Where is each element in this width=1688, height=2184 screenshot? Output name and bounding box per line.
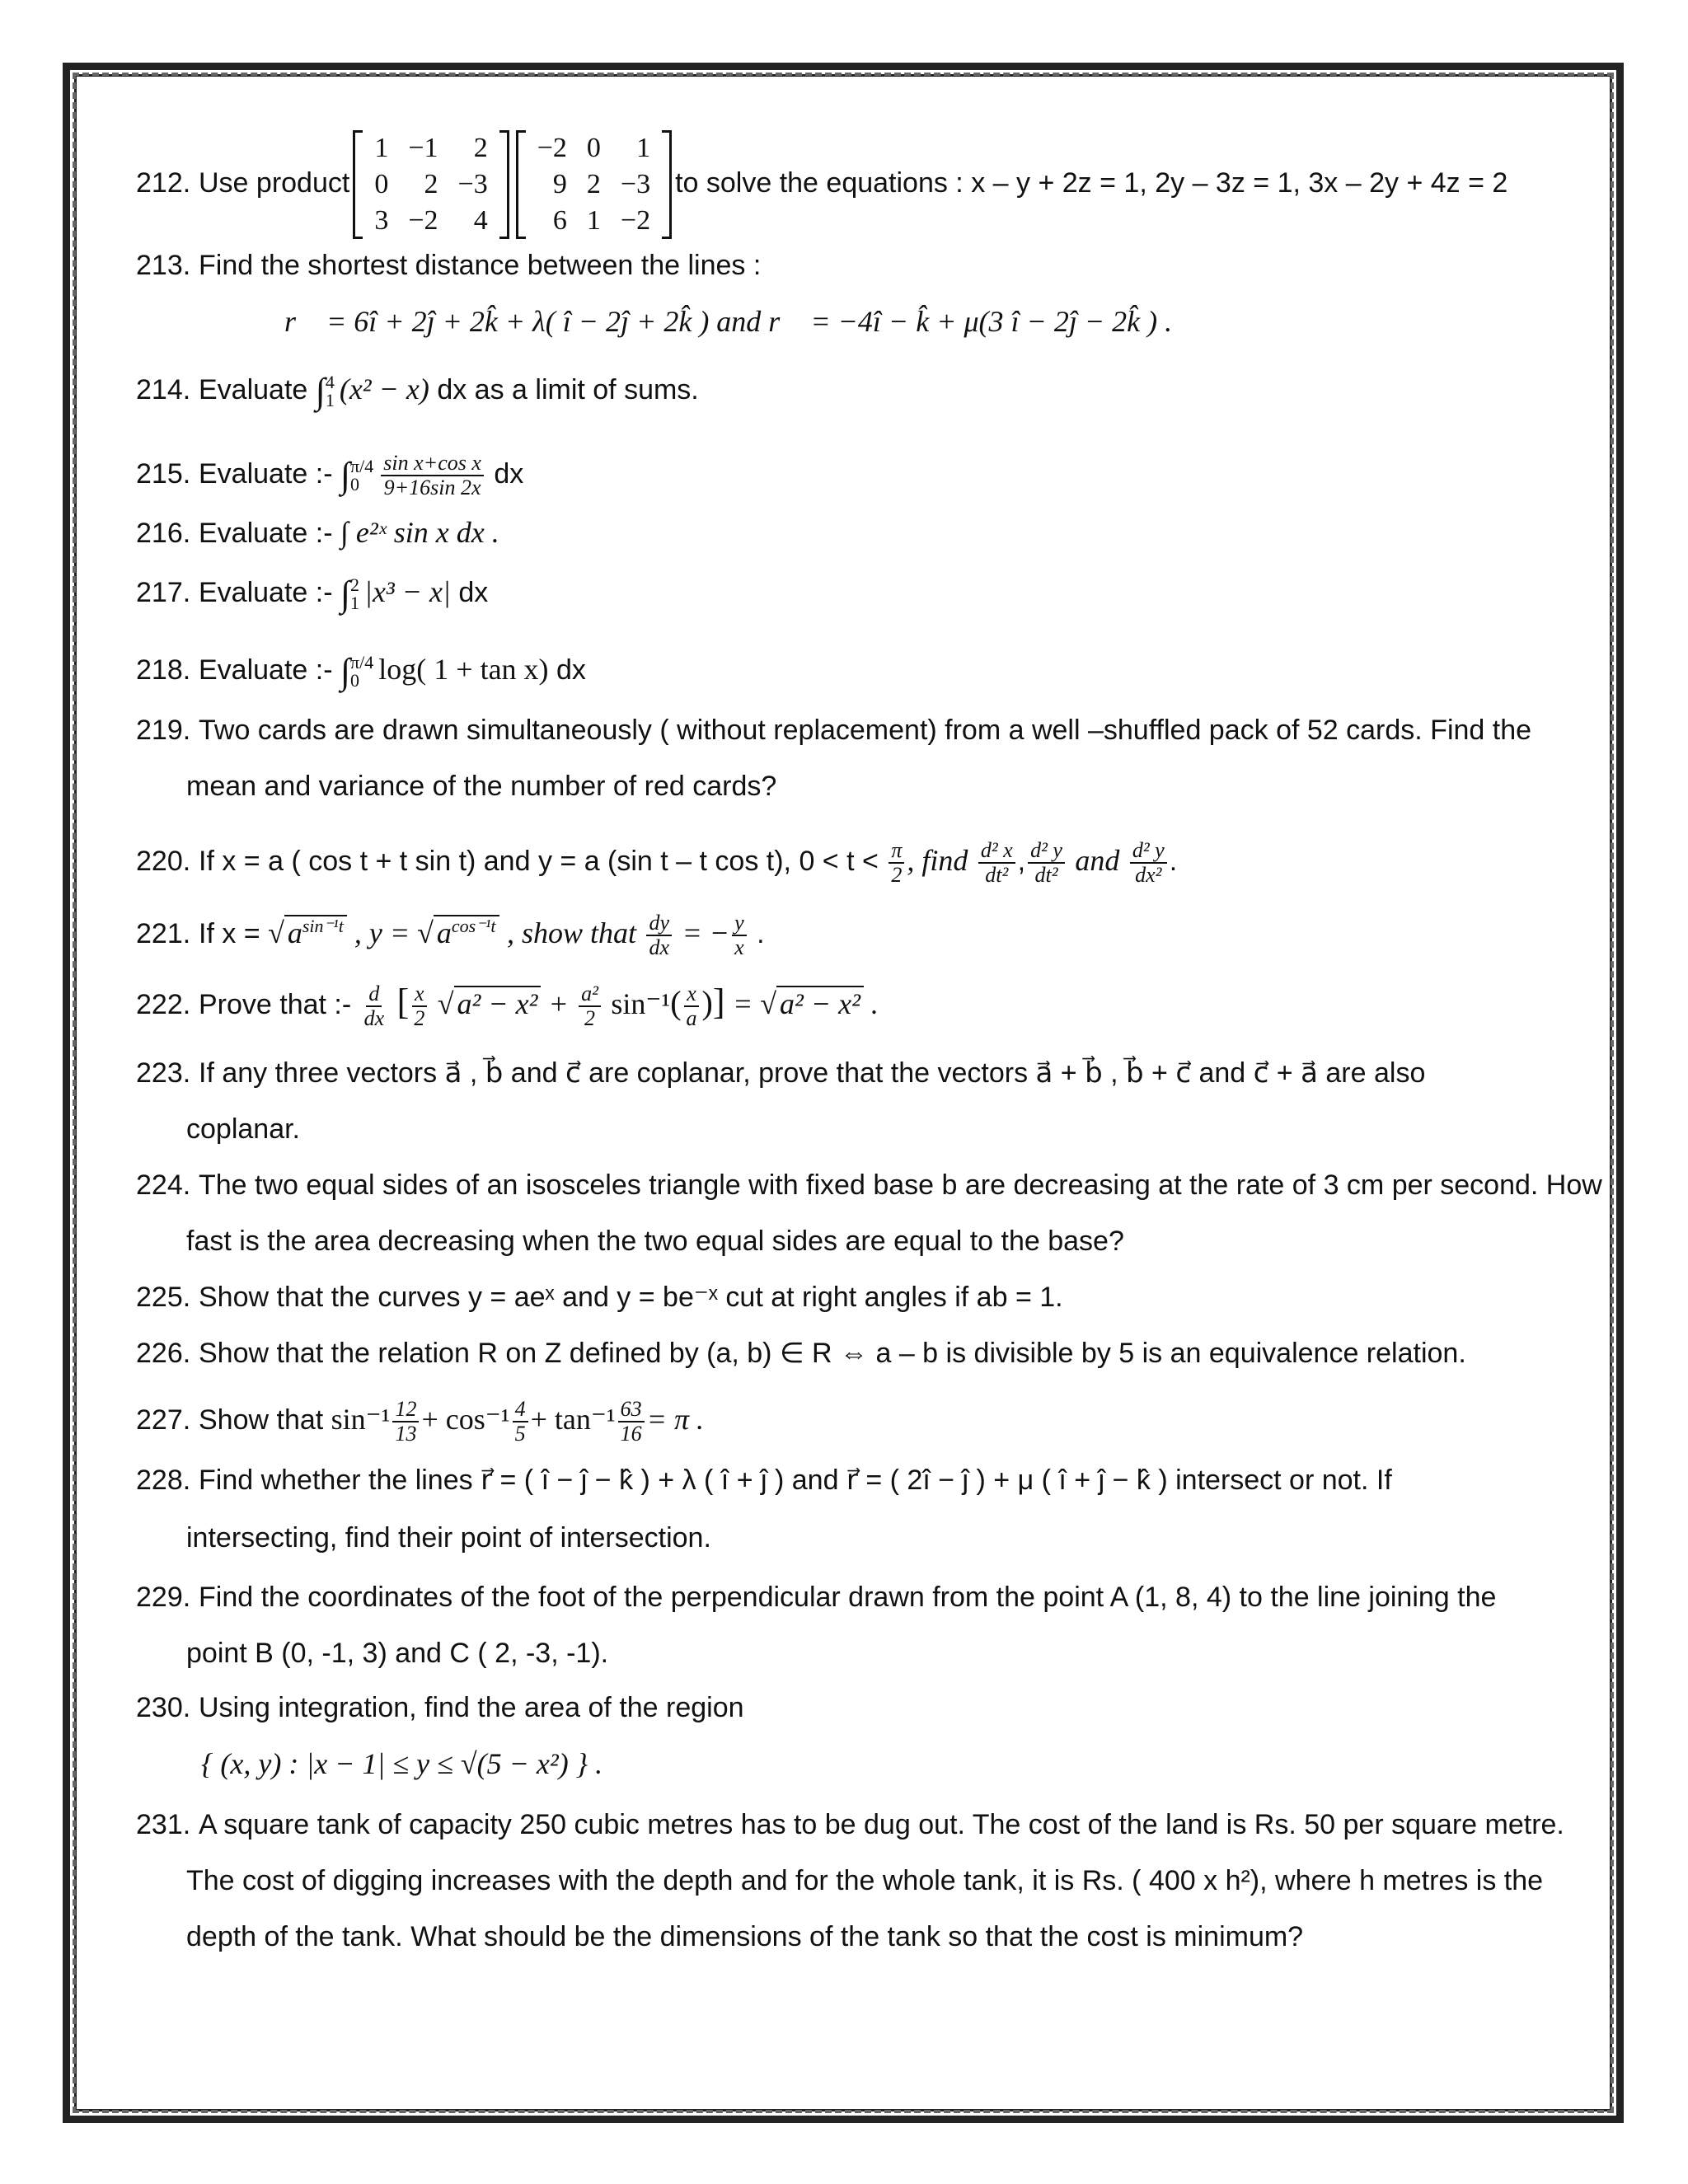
question-221: 221. If x = √ $a^{sin^{-1}t}$ , y = √ $a^{cos^{-1}t}$ , show that $\frac{dy}{dx}$ = − $\frac{y}{x}$ .	[136, 911, 765, 960]
question-suffix: to solve the equations : x – y + 2z = 1, 2y – 3z = 1, 3x – 2y + 4z = 2	[675, 166, 1508, 199]
integral-sign: ∫	[340, 574, 351, 615]
question-228-line-2: intersecting, find their point of intersection.	[186, 1522, 711, 1554]
question-prefix: Evaluate :-	[199, 654, 333, 686]
question-line-1: Two cards are drawn simultaneously ( without replacement) from a well –shuffled pack of 52 cards. Find the	[199, 715, 1532, 746]
question-227: 227. Show that sin⁻¹ $\frac{12}{13}$ + cos⁻¹ $\frac{4}{5}$ + tan⁻¹ $\frac{63}{16}$ = π .	[136, 1397, 704, 1446]
question-217: 217. Evaluate :- ∫ 2 1 |x³ − x| dx	[136, 574, 489, 615]
question-231-line-3: depth of the tank. What should be the dimensions of the tank so that the cost is minimum?	[186, 1921, 1304, 1952]
question-line-1: A square tank of capacity 250 cubic metres has to be dug out. The cost of the land is Rs. 50 per square metre.	[199, 1809, 1564, 1840]
question-number: 231.	[136, 1809, 191, 1840]
question-226	[136, 1337, 1595, 1370]
question-230-region: { (x, y) : |x − 1| ≤ y ≤ √(5 − x²) } .	[201, 1747, 603, 1780]
question-number: 221.	[136, 918, 191, 949]
question-number: 225.	[136, 1282, 191, 1313]
question-223-line-2: coplanar.	[186, 1113, 300, 1145]
matrix-a: 1 −1 2 0 2 −3 3 −2 4	[353, 130, 509, 239]
question-213	[136, 249, 1595, 282]
question-225	[136, 1281, 1595, 1314]
question-line-1: Using integration, find the area of the region	[199, 1692, 744, 1723]
question-number: 219.	[136, 715, 191, 746]
question-number: 226.	[136, 1338, 191, 1369]
question-prefix: Show that	[199, 1404, 324, 1436]
question-213-formula: r⃗ = 6î + 2ĵ + 2k̂ + λ( î − 2ĵ + 2k̂ ) and r⃗ = −4î − k̂ + μ(3 î − 2ĵ − 2k̂ ) .	[284, 305, 1173, 338]
question-number: 228.	[136, 1465, 191, 1496]
question-line-1: If any three vectors a⃗ , b⃗ and c⃗ are coplanar, prove that the vectors a⃗ + b⃗ , b⃗ + c⃗ and c⃗ + a⃗ are also	[199, 1057, 1426, 1089]
question-suffix: dx	[556, 654, 586, 686]
matrix-b: −2 0 1 9 2 −3 6 1 −2	[516, 130, 672, 239]
question-number: 220.	[136, 845, 191, 877]
question-suffix: dx	[458, 577, 489, 608]
question-prefix: Evaluate	[199, 374, 308, 405]
question-text: Show that the curves y = aeˣ and y = be⁻ˣ cut at right angles if ab = 1.	[199, 1282, 1063, 1313]
question-230	[136, 1691, 1595, 1724]
question-line-1: Find the coordinates of the foot of the perpendicular drawn from the point A (1, 8, 4) to the line joining the	[199, 1582, 1497, 1613]
integral-sign: ∫	[340, 455, 351, 495]
question-231	[136, 1808, 1595, 1841]
question-number: 224.	[136, 1169, 191, 1201]
question-224-line-2: fast is the area decreasing when the two equal sides are equal to the base?	[186, 1226, 1124, 1257]
question-number: 230.	[136, 1692, 191, 1723]
question-231-line-2: The cost of digging increases with the depth and for the whole tank, it is Rs. ( 400 x h²), where h metres is the	[186, 1865, 1544, 1896]
integrand: |x³ − x|	[364, 575, 451, 608]
question-prefix: Prove that :-	[199, 988, 352, 1020]
integrand: ∫ e²ˣ sin x dx .	[340, 516, 499, 549]
question-number: 229.	[136, 1582, 191, 1613]
question-prefix: Evaluate :-	[199, 577, 333, 608]
question-220: 220. If x = a ( cos t + t sin t) and y = a (sin t – t cos t), 0 < t < $\frac{\pi}{2}$ , find $\frac{\text{d² x}}{\text{dt²}}$ , $\frac{\text{d² y}}{\text{dt²}}$ and $\frac{\text{d² y}}{\text{dx²}}$ .	[136, 838, 1178, 887]
question-prefix: Use product	[199, 166, 350, 199]
question-number: 212.	[136, 166, 191, 199]
question-216	[136, 516, 1595, 550]
question-number: 222.	[136, 988, 191, 1020]
question-219-line-2: mean and variance of the number of red cards?	[186, 771, 777, 802]
question-text: If x = a ( cos t + t sin t) and y = a (sin t – t cos t), 0 < t <	[199, 845, 879, 877]
question-number: 214.	[136, 374, 191, 405]
question-prefix: Evaluate :-	[199, 518, 333, 549]
question-suffix: dx	[494, 457, 524, 490]
question-line-1: The two equal sides of an isosceles triangle with fixed base b are decreasing at the rate of 3 cm per second. How	[199, 1169, 1602, 1201]
question-number: 218.	[136, 654, 191, 686]
question-number: 217.	[136, 577, 191, 608]
question-215: 215. Evaluate :- ∫ π/4 0 $\frac{\text{sin x+cos x}}{9+16\sin 2x}$ dx	[136, 451, 524, 499]
question-number: 215.	[136, 457, 191, 490]
question-229	[136, 1581, 1595, 1614]
question-214: 214. Evaluate ∫ 4 1 (x² − x) dx as a limit of sums.	[136, 371, 699, 412]
integral-sign: ∫	[340, 651, 351, 692]
question-228	[136, 1464, 1595, 1497]
question-suffix: dx as a limit of sums.	[437, 374, 699, 405]
question-number: 213.	[136, 250, 191, 281]
question-219	[136, 714, 1595, 747]
integrand: log( 1 + tan x)	[378, 653, 549, 686]
question-229-line-2: point B (0, -1, 3) and C ( 2, -3, -1).	[186, 1638, 609, 1669]
question-text: Show that the relation R on Z defined by (a, b) ∈ R ⇔ a – b is divisible by 5 is an equivalence relation.	[199, 1338, 1466, 1369]
question-number: 223.	[136, 1057, 191, 1089]
integrand: (x² − x)	[339, 373, 429, 405]
question-222: 222. Prove that :- $\frac{d}{dx}$ [ $\frac{x}{2}$ √ a² − x² + $\frac{\text{a²}}{2}$ sin⁻¹( $\frac{x}{a}$ )] = √ a² − x² .	[136, 981, 879, 1030]
question-text: Find the shortest distance between the lines :	[199, 250, 762, 281]
question-number: 227.	[136, 1404, 191, 1436]
question-number: 216.	[136, 518, 191, 549]
question-prefix: Evaluate :-	[199, 457, 333, 490]
question-223	[136, 1057, 1595, 1090]
question-218: 218. Evaluate :- ∫ π/4 0 log( 1 + tan x) dx	[136, 651, 586, 692]
question-text: If x =	[199, 918, 260, 949]
question-212	[136, 130, 1595, 239]
question-224	[136, 1169, 1602, 1202]
integral-sign: ∫	[315, 371, 326, 412]
question-line-1: Find whether the lines r⃗ = ( î − ĵ − k̂ ) + λ ( î + ĵ ) and r⃗ = ( 2î − ĵ ) + μ ( î + ĵ − k̂ ) intersect or not. If	[199, 1465, 1392, 1496]
